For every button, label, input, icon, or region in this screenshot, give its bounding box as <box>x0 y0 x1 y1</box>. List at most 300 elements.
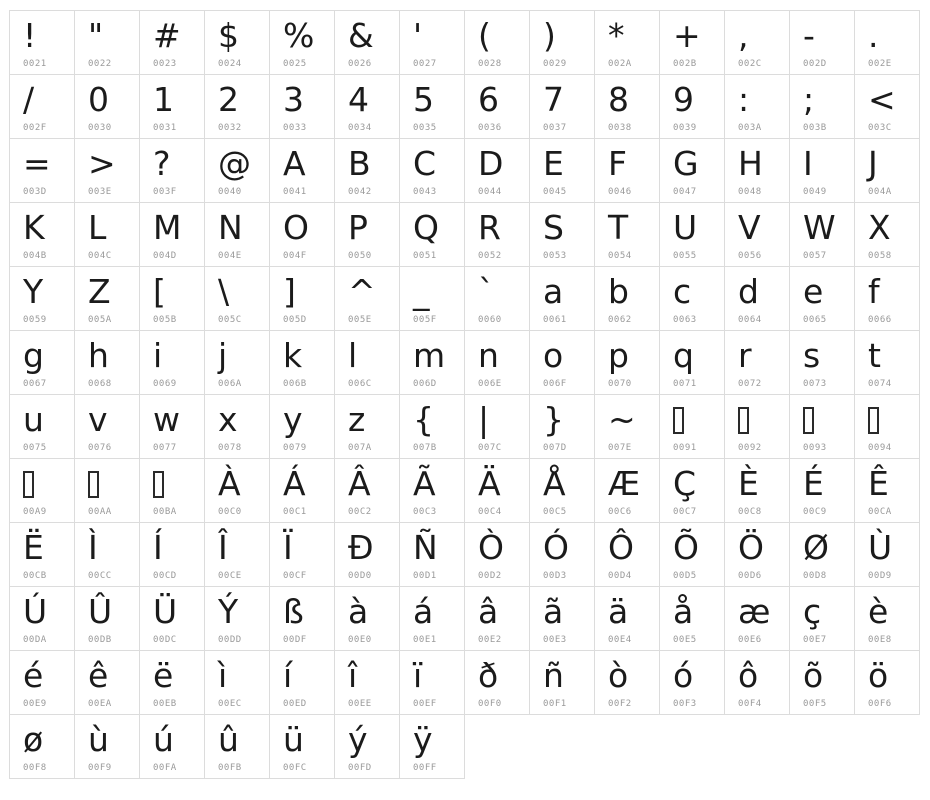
glyph: M <box>153 208 182 247</box>
glyph-cell <box>399 458 465 523</box>
glyph-cell <box>789 458 855 523</box>
glyph: ö <box>868 656 889 695</box>
glyph-cell <box>594 330 660 395</box>
glyph: Ç <box>673 464 697 503</box>
glyph: K <box>23 208 45 247</box>
glyph-cell <box>204 138 270 203</box>
glyph-code-label: 0054 <box>608 251 632 261</box>
glyph-code-label: 00F9 <box>88 763 112 773</box>
glyph-code-label: 0069 <box>153 379 177 389</box>
glyph: N <box>218 208 243 247</box>
glyph-cell <box>399 650 465 715</box>
notdef-box-glyph <box>153 471 164 498</box>
glyph-cell <box>74 330 140 395</box>
glyph: ý <box>348 720 368 759</box>
glyph-code-label: 00E6 <box>738 635 762 645</box>
glyph-cell <box>789 74 855 139</box>
glyph-cell <box>74 266 140 331</box>
glyph-code-label: 00C6 <box>608 507 632 517</box>
glyph-code-label: 00FB <box>218 763 242 773</box>
glyph-cell <box>529 266 595 331</box>
glyph: å <box>673 592 694 631</box>
glyph: ú <box>153 720 174 759</box>
glyph: E <box>543 144 564 183</box>
glyph: Z <box>88 272 111 311</box>
glyph: Ö <box>738 528 764 567</box>
glyph-cell <box>464 458 530 523</box>
glyph-code-label: 002A <box>608 59 632 69</box>
glyph-code-label: 007C <box>478 443 502 453</box>
glyph-cell <box>399 714 465 779</box>
notdef-box-glyph <box>738 407 749 434</box>
glyph: / <box>23 80 35 119</box>
glyph: n <box>478 336 499 375</box>
glyph: a <box>543 272 564 311</box>
glyph-cell <box>139 650 205 715</box>
glyph-cell <box>334 458 400 523</box>
glyph-cell <box>74 714 140 779</box>
glyph-code-label: 006F <box>543 379 567 389</box>
glyph-cell <box>74 202 140 267</box>
glyph: ä <box>608 592 629 631</box>
glyph-cell <box>74 394 140 459</box>
glyph: w <box>153 400 180 439</box>
glyph-code-label: 0070 <box>608 379 632 389</box>
glyph-cell <box>399 330 465 395</box>
glyph: ; <box>803 80 815 119</box>
glyph: Ë <box>23 528 44 567</box>
glyph: Ò <box>478 528 504 567</box>
glyph-code-label: 00EE <box>348 699 372 709</box>
glyph-cell <box>594 74 660 139</box>
glyph: G <box>673 144 699 183</box>
glyph-cell <box>464 138 530 203</box>
glyph: ð <box>478 656 499 695</box>
glyph: ã <box>543 592 564 631</box>
glyph-cell <box>9 522 75 587</box>
glyph-code-label: 0068 <box>88 379 112 389</box>
glyph: Ý <box>218 592 239 631</box>
glyph: ø <box>23 720 44 759</box>
glyph-code-label: 0074 <box>868 379 892 389</box>
glyph-cell <box>724 394 790 459</box>
glyph-cell <box>9 10 75 75</box>
glyph-cell <box>74 138 140 203</box>
glyph-cell <box>659 650 725 715</box>
glyph: ó <box>673 656 694 695</box>
glyph: Ô <box>608 528 634 567</box>
glyph-code-label: 00C9 <box>803 507 827 517</box>
glyph-code-label: 0032 <box>218 123 242 133</box>
glyph: * <box>608 16 625 55</box>
glyph-cell <box>399 202 465 267</box>
glyph-code-label: 0034 <box>348 123 372 133</box>
glyph-code-label: 007B <box>413 443 437 453</box>
glyph: f <box>868 272 880 311</box>
glyph-cell <box>139 586 205 651</box>
glyph: 4 <box>348 80 369 119</box>
glyph-code-label: 007A <box>348 443 372 453</box>
glyph-code-label: 00E1 <box>413 635 437 645</box>
glyph-cell <box>464 394 530 459</box>
glyph-cell <box>464 650 530 715</box>
glyph-code-label: 006E <box>478 379 502 389</box>
glyph: z <box>348 400 366 439</box>
glyph-code-label: 004C <box>88 251 112 261</box>
glyph-cell <box>399 522 465 587</box>
glyph-code-label: 0077 <box>153 443 177 453</box>
glyph-code-label: 00E4 <box>608 635 632 645</box>
glyph: ï <box>413 656 423 695</box>
glyph-code-label: 003E <box>88 187 112 197</box>
glyph-cell <box>269 394 335 459</box>
glyph-cell <box>464 10 530 75</box>
glyph: s <box>803 336 821 375</box>
glyph-cell <box>334 74 400 139</box>
glyph-cell <box>659 330 725 395</box>
glyph-cell <box>659 394 725 459</box>
glyph-code-label: 0062 <box>608 315 632 325</box>
glyph-cell <box>399 266 465 331</box>
glyph-cell <box>854 522 920 587</box>
glyph-cell <box>529 586 595 651</box>
glyph-cell <box>399 138 465 203</box>
glyph-code-label: 00E9 <box>23 699 47 709</box>
glyph-code-label: 00C8 <box>738 507 762 517</box>
glyph-cell <box>204 586 270 651</box>
glyph-code-label: 0071 <box>673 379 697 389</box>
glyph-code-label: 002C <box>738 59 762 69</box>
glyph: ^ <box>348 272 376 311</box>
glyph-cell <box>269 10 335 75</box>
glyph: e <box>803 272 824 311</box>
glyph-code-label: 0091 <box>673 443 697 453</box>
glyph-code-label: 00FD <box>348 763 372 773</box>
glyph: T <box>608 208 629 247</box>
glyph-code-label: 00F0 <box>478 699 502 709</box>
glyph-code-label: 0058 <box>868 251 892 261</box>
glyph-code-label: 004B <box>23 251 47 261</box>
glyph-cell <box>204 202 270 267</box>
glyph-cell <box>9 586 75 651</box>
glyph-code-label: 0052 <box>478 251 502 261</box>
glyph: < <box>868 80 896 119</box>
glyph: B <box>348 144 371 183</box>
glyph-cell <box>204 10 270 75</box>
glyph: r <box>738 336 752 375</box>
glyph: É <box>803 464 824 503</box>
glyph-code-label: 00CA <box>868 507 892 517</box>
glyph-code-label: 003F <box>153 187 177 197</box>
glyph-cell <box>724 650 790 715</box>
glyph: L <box>88 208 107 247</box>
glyph-code-label: 0039 <box>673 123 697 133</box>
glyph: U <box>673 208 698 247</box>
glyph-code-label: 0037 <box>543 123 567 133</box>
glyph: 3 <box>283 80 304 119</box>
glyph-cell <box>74 522 140 587</box>
glyph-cell <box>334 714 400 779</box>
glyph: o <box>543 336 564 375</box>
glyph-cell <box>464 74 530 139</box>
glyph-code-label: 00BA <box>153 507 177 517</box>
glyph-cell <box>529 650 595 715</box>
glyph-cell <box>724 138 790 203</box>
glyph: \ <box>218 272 230 311</box>
glyph: 7 <box>543 80 564 119</box>
glyph: V <box>738 208 761 247</box>
glyph-code-label: 006D <box>413 379 437 389</box>
glyph-cell <box>854 458 920 523</box>
glyph-code-label: 005B <box>153 315 177 325</box>
glyph: â <box>478 592 499 631</box>
glyph-code-label: 00F6 <box>868 699 892 709</box>
glyph-cell <box>399 586 465 651</box>
glyph: Ú <box>23 592 48 631</box>
glyph-cell <box>724 266 790 331</box>
glyph-cell <box>269 714 335 779</box>
glyph: m <box>413 336 446 375</box>
glyph-cell <box>139 138 205 203</box>
glyph: p <box>608 336 629 375</box>
glyph-code-label: 0038 <box>608 123 632 133</box>
glyph: Í <box>153 528 163 567</box>
glyph-code-label: 0044 <box>478 187 502 197</box>
glyph: ì <box>218 656 228 695</box>
glyph-cell <box>269 138 335 203</box>
glyph-code-label: 0024 <box>218 59 242 69</box>
glyph: 1 <box>153 80 174 119</box>
glyph: t <box>868 336 881 375</box>
glyph-code-label: 0022 <box>88 59 112 69</box>
glyph: i <box>153 336 163 375</box>
glyph-code-label: 0064 <box>738 315 762 325</box>
glyph: ( <box>478 16 491 55</box>
glyph: _ <box>413 272 430 311</box>
glyph: Ã <box>413 464 436 503</box>
glyph-code-label: 006A <box>218 379 242 389</box>
glyph: $ <box>218 16 239 55</box>
glyph-code-label: 00E7 <box>803 635 827 645</box>
glyph-cell <box>334 522 400 587</box>
glyph: Î <box>218 528 228 567</box>
glyph-cell <box>529 74 595 139</box>
glyph-code-label: 0033 <box>283 123 307 133</box>
glyph-cell <box>139 714 205 779</box>
glyph: W <box>803 208 836 247</box>
glyph-cell <box>139 330 205 395</box>
glyph-cell <box>9 394 75 459</box>
glyph-code-label: 00DC <box>153 635 177 645</box>
glyph-code-label: 0029 <box>543 59 567 69</box>
glyph-cell <box>269 266 335 331</box>
glyph: k <box>283 336 303 375</box>
glyph-cell <box>139 202 205 267</box>
glyph-code-label: 00CD <box>153 571 177 581</box>
glyph-cell <box>74 650 140 715</box>
glyph-cell <box>334 586 400 651</box>
glyph-code-label: 00EA <box>88 699 112 709</box>
glyph-cell <box>529 10 595 75</box>
glyph-cell <box>854 650 920 715</box>
glyph-code-label: 00E5 <box>673 635 697 645</box>
glyph-code-label: 00D6 <box>738 571 762 581</box>
glyph-code-label: 00FC <box>283 763 307 773</box>
glyph: c <box>673 272 692 311</box>
glyph-cell <box>139 266 205 331</box>
glyph-cell <box>139 74 205 139</box>
glyph-code-label: 0067 <box>23 379 47 389</box>
glyph-code-label: 003C <box>868 123 892 133</box>
glyph: 8 <box>608 80 629 119</box>
glyph: j <box>218 336 228 375</box>
glyph: A <box>283 144 306 183</box>
glyph-code-label: 0075 <box>23 443 47 453</box>
glyph: " <box>88 16 104 55</box>
glyph-cell <box>9 714 75 779</box>
glyph: 0 <box>88 80 109 119</box>
glyph-code-label: 00F3 <box>673 699 697 709</box>
glyph: Â <box>348 464 371 503</box>
glyph-cell <box>659 138 725 203</box>
glyph: ` <box>478 272 495 311</box>
glyph: # <box>153 16 181 55</box>
glyph: ô <box>738 656 759 695</box>
glyph: 9 <box>673 80 694 119</box>
glyph-code-label: 004A <box>868 187 892 197</box>
glyph-code-label: 00F5 <box>803 699 827 709</box>
glyph-cell <box>269 586 335 651</box>
glyph-cell <box>334 650 400 715</box>
glyph-code-label: 00A9 <box>23 507 47 517</box>
glyph: û <box>218 720 239 759</box>
glyph-cell <box>594 650 660 715</box>
glyph-code-label: 0030 <box>88 123 112 133</box>
glyph-code-label: 0045 <box>543 187 567 197</box>
glyph-cell <box>204 74 270 139</box>
glyph-cell <box>464 202 530 267</box>
glyph-cell <box>74 586 140 651</box>
glyph-code-label: 003B <box>803 123 827 133</box>
glyph-cell <box>854 394 920 459</box>
glyph-code-label: 00E3 <box>543 635 567 645</box>
glyph: - <box>803 16 815 55</box>
glyph: J <box>868 144 878 183</box>
glyph-code-label: 00DF <box>283 635 307 645</box>
glyph-code-label: 0021 <box>23 59 47 69</box>
glyph-cell <box>789 394 855 459</box>
glyph-code-label: 0035 <box>413 123 437 133</box>
glyph: ! <box>23 16 37 55</box>
glyph: D <box>478 144 504 183</box>
glyph-code-label: 0072 <box>738 379 762 389</box>
glyph: % <box>283 16 315 55</box>
glyph-cell <box>854 266 920 331</box>
glyph: Ñ <box>413 528 438 567</box>
glyph-cell <box>659 458 725 523</box>
glyph-code-label: 006C <box>348 379 372 389</box>
glyph-cell <box>334 10 400 75</box>
glyph-cell <box>204 650 270 715</box>
glyph: 6 <box>478 80 499 119</box>
glyph-cell <box>74 10 140 75</box>
glyph-code-label: 00C3 <box>413 507 437 517</box>
glyph-code-label: 00F4 <box>738 699 762 709</box>
glyph-code-label: 00F1 <box>543 699 567 709</box>
glyph-code-label: 0066 <box>868 315 892 325</box>
glyph-cell <box>9 458 75 523</box>
glyph-cell <box>724 74 790 139</box>
glyph-cell <box>464 266 530 331</box>
glyph-cell <box>204 458 270 523</box>
glyph-cell <box>854 330 920 395</box>
glyph: S <box>543 208 564 247</box>
glyph-cell <box>594 202 660 267</box>
glyph: Ê <box>868 464 889 503</box>
glyph-cell <box>529 330 595 395</box>
glyph-cell <box>204 714 270 779</box>
glyph-code-label: 00FA <box>153 763 177 773</box>
glyph-cell <box>139 458 205 523</box>
glyph: { <box>413 400 434 439</box>
glyph-code-label: 007D <box>543 443 567 453</box>
glyph-cell <box>594 266 660 331</box>
glyph-cell <box>529 522 595 587</box>
glyph-cell <box>854 202 920 267</box>
glyph-cell <box>334 266 400 331</box>
glyph-code-label: 0065 <box>803 315 827 325</box>
glyph-cell <box>269 202 335 267</box>
glyph-cell <box>334 138 400 203</box>
glyph-code-label: 00D1 <box>413 571 437 581</box>
glyph-cell <box>724 330 790 395</box>
glyph-cell <box>724 522 790 587</box>
glyph-cell <box>529 458 595 523</box>
glyph-code-label: 0057 <box>803 251 827 261</box>
glyph-code-label: 00C4 <box>478 507 502 517</box>
glyph-code-label: 0028 <box>478 59 502 69</box>
glyph: v <box>88 400 108 439</box>
glyph-code-label: 0050 <box>348 251 372 261</box>
glyph-cell <box>204 522 270 587</box>
glyph-code-label: 005E <box>348 315 372 325</box>
glyph-cell <box>659 586 725 651</box>
glyph: á <box>413 592 434 631</box>
glyph: õ <box>803 656 824 695</box>
glyph: & <box>348 16 374 55</box>
glyph-code-label: 00ED <box>283 699 307 709</box>
glyph: î <box>348 656 358 695</box>
glyph-code-label: 007E <box>608 443 632 453</box>
glyph: 5 <box>413 80 434 119</box>
glyph-code-label: 00E8 <box>868 635 892 645</box>
glyph: Á <box>283 464 306 503</box>
glyph-cell <box>334 202 400 267</box>
glyph: Æ <box>608 464 641 503</box>
glyph-code-label: 006B <box>283 379 307 389</box>
glyph-code-label: 0048 <box>738 187 762 197</box>
notdef-box-glyph <box>803 407 814 434</box>
glyph-code-label: 002D <box>803 59 827 69</box>
glyph: Ä <box>478 464 501 503</box>
glyph-code-label: 00C2 <box>348 507 372 517</box>
glyph: ç <box>803 592 822 631</box>
glyph-code-label: 005D <box>283 315 307 325</box>
glyph: ê <box>88 656 109 695</box>
glyph-code-label: 00EB <box>153 699 177 709</box>
glyph-cell <box>789 266 855 331</box>
glyph-code-label: 0078 <box>218 443 242 453</box>
